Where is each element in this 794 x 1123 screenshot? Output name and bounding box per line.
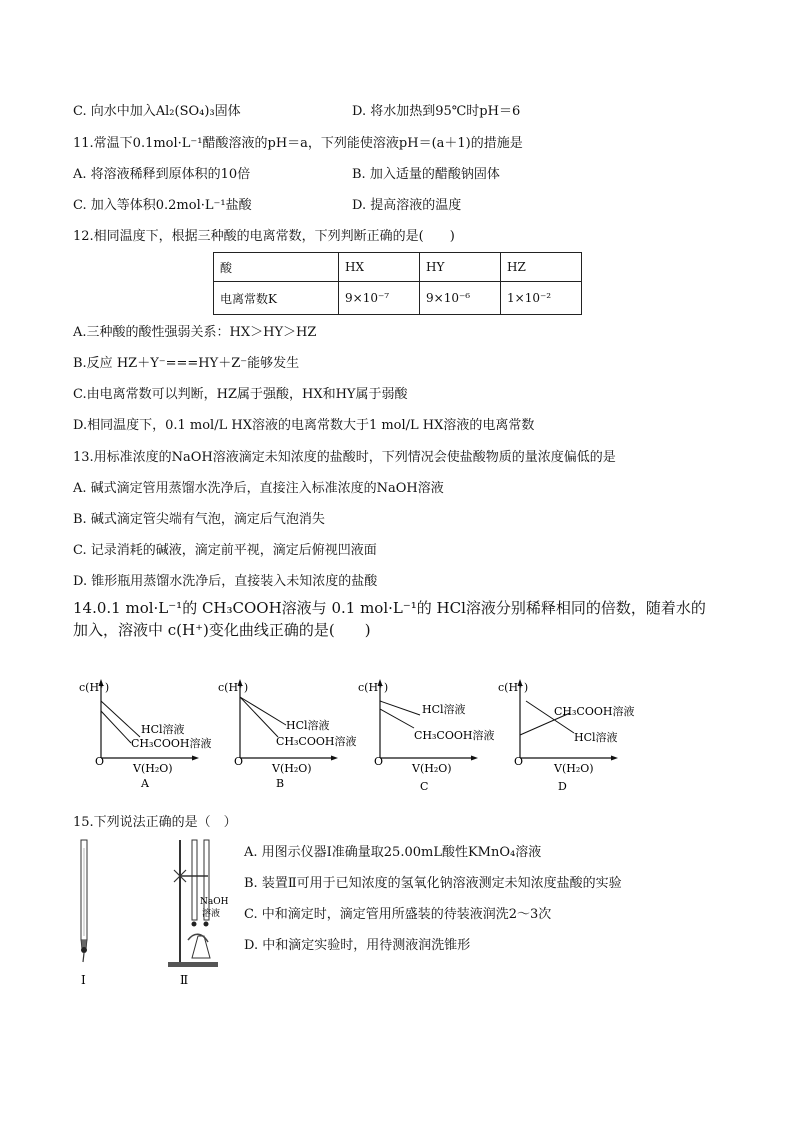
q11-option-b: B. 加入适量的醋酸钠固体 <box>352 167 500 182</box>
y-axis-label: c(H⁺) <box>358 681 389 694</box>
stopcock-left <box>192 922 197 927</box>
table-cell: HX <box>339 253 420 282</box>
q15-option-d: D. 中和滴定实验时，用待测液润洗锥形 <box>244 938 471 953</box>
origin-label: O <box>234 755 244 768</box>
origin-label: O <box>514 755 524 768</box>
burette-svg <box>70 838 100 988</box>
q11-option-c: C. 加入等体积0.2mol·L⁻¹盐酸 <box>73 198 252 213</box>
q15-option-c: C. 中和滴定时，滴定管用所盛装的待装液润洗2～3次 <box>244 907 552 922</box>
figure-2-label: Ⅱ <box>180 973 189 987</box>
q10-option-c: C. 向水中加入Al₂(SO₄)₃固体 <box>73 104 241 119</box>
upper-curve-label: HCl溶液 <box>141 723 185 736</box>
q15-option-b: B. 装置Ⅱ可用于已知浓度的氢氧化钠溶液测定未知浓度盐酸的实验 <box>244 876 622 891</box>
table-cell: HY <box>420 253 501 282</box>
x-axis-label: V(H₂O) <box>133 762 173 775</box>
graph-letter: A <box>141 777 149 790</box>
lower-curve-label: CH₃COOH溶液 <box>414 729 495 742</box>
q13-option-b: B. 碱式滴定管尖端有气泡，滴定后气泡消失 <box>73 512 325 527</box>
q15-stem: 15.下列说法正确的是（ ） <box>73 815 237 830</box>
ionization-constant-table <box>213 252 582 315</box>
figure-1-label: Ⅰ <box>81 973 86 987</box>
table-cell: 9×10⁻⁶ <box>420 282 501 315</box>
graph-d <box>494 673 634 798</box>
x-axis-arrow <box>471 756 478 761</box>
q11-stem: 11.常温下0.1mol·L⁻¹醋酸溶液的pH＝a，下列能使溶液pH＝(a＋1)的措施是 <box>73 136 523 151</box>
q12-option-a: A.三种酸的酸性强弱关系：HX＞HY＞HZ <box>73 325 317 340</box>
graph-letter: C <box>420 780 429 793</box>
graph-c-svg <box>354 673 494 798</box>
upper-curve-label: CH₃COOH溶液 <box>554 705 635 718</box>
q10-option-d: D. 将水加热到95℃时pH＝6 <box>352 104 521 119</box>
graph-b <box>214 673 357 798</box>
y-axis-label: c(H⁺) <box>498 681 529 694</box>
q13-option-d: D. 锥形瓶用蒸馏水洗净后，直接装入未知浓度的盐酸 <box>73 574 378 589</box>
q12-stem: 12.相同温度下，根据三种酸的电离常数，下列判断正确的是( ) <box>73 229 455 244</box>
burette-left <box>192 840 197 920</box>
erlenmeyer-flask <box>192 936 210 958</box>
q13-option-a: A. 碱式滴定管用蒸馏水洗净后，直接注入标准浓度的NaOH溶液 <box>73 481 444 496</box>
burette-right <box>204 840 209 920</box>
lower-curve-label: CH₃COOH溶液 <box>276 735 357 748</box>
q12-option-d: D.相同温度下，0.1 mol/L HX溶液的电离常数大于1 mol/L HX溶液的电离常数 <box>73 418 535 433</box>
y-axis-label: c(H⁺) <box>218 681 249 694</box>
graph-d-svg <box>494 673 634 798</box>
table-row <box>214 282 582 315</box>
table-cell: 电离常数K <box>214 282 339 315</box>
stand-base <box>168 962 218 967</box>
y-axis-label: c(H⁺) <box>79 681 110 694</box>
x-axis-label: V(H₂O) <box>272 762 312 775</box>
figure-burette <box>70 838 100 988</box>
x-axis-arrow <box>192 756 199 761</box>
q14-stem-line-1: 14.0.1 mol·L⁻¹的 CH₃COOH溶液与 0.1 mol·L⁻¹的 HCl溶液分别稀释相同的倍数，随着水的 <box>73 599 706 617</box>
q11-option-a: A. 将溶液稀释到原体积的10倍 <box>73 167 251 182</box>
lower-curve-label: CH₃COOH溶液 <box>131 737 212 750</box>
graph-c <box>354 673 494 798</box>
origin-label: O <box>374 755 384 768</box>
q12-option-c: C.由电离常数可以判断，HZ属于强酸，HX和HY属于弱酸 <box>73 387 408 402</box>
table-cell: 9×10⁻⁷ <box>339 282 420 315</box>
x-axis-arrow <box>331 756 338 761</box>
q12-option-b: B.反应 HZ＋Y⁻===HY＋Z⁻能够发生 <box>73 356 300 371</box>
titration-svg <box>158 836 238 988</box>
q13-option-c: C. 记录消耗的碱液，滴定前平视，滴定后俯视凹液面 <box>73 543 377 558</box>
naoh-tag-line-1: NaOH <box>200 897 229 907</box>
q13-stem: 13.用标准浓度的NaOH溶液滴定未知浓度的盐酸时，下列情况会使盐酸物质的量浓度偏低的是 <box>73 450 616 465</box>
x-axis-arrow <box>611 756 618 761</box>
ch3cooh-curve <box>101 711 131 743</box>
x-axis-label: V(H₂O) <box>412 762 452 775</box>
burette-valve <box>81 947 87 953</box>
burette-tip <box>83 953 84 962</box>
table-header-row <box>214 253 582 282</box>
table-cell: 1×10⁻² <box>501 282 582 315</box>
graph-letter: B <box>276 777 285 790</box>
figure-titration-setup <box>158 836 238 988</box>
table-cell: 酸 <box>214 253 339 282</box>
graph-a <box>75 673 215 798</box>
x-axis-label: V(H₂O) <box>554 762 594 775</box>
table-cell: HZ <box>501 253 582 282</box>
upper-curve-label: HCl溶液 <box>286 719 330 732</box>
naoh-tag-line-2: 溶液 <box>202 909 221 919</box>
origin-label: O <box>95 755 105 768</box>
graph-letter: D <box>558 780 567 793</box>
q14-stem-line-2: 加入，溶液中 c(H⁺)变化曲线正确的是( ) <box>73 621 371 639</box>
upper-curve-label: HCl溶液 <box>422 703 466 716</box>
stopcock-right <box>204 922 209 927</box>
q11-option-d: D. 提高溶液的温度 <box>352 198 462 213</box>
q15-option-a: A. 用图示仪器Ⅰ准确量取25.00mL酸性KMnO₄溶液 <box>244 845 542 860</box>
lower-curve-label: HCl溶液 <box>574 731 618 744</box>
graph-b-svg <box>214 673 357 798</box>
graph-a-svg <box>75 673 215 798</box>
ch3cooh-curve <box>380 709 414 728</box>
